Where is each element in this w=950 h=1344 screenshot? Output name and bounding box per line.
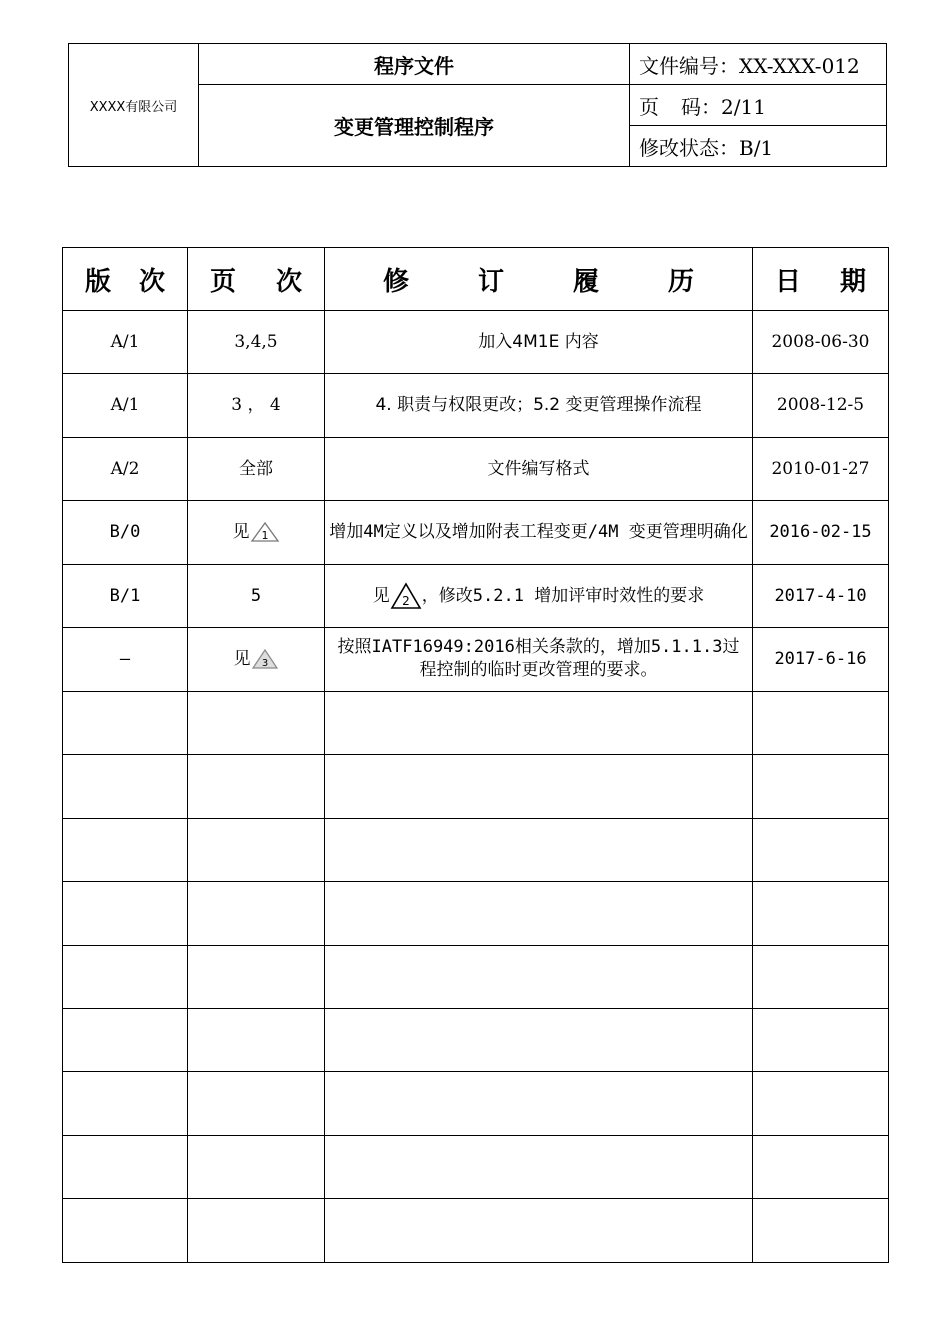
empty-row bbox=[63, 1072, 889, 1135]
cell-pages: 全部 bbox=[188, 437, 325, 500]
empty-row bbox=[63, 755, 889, 818]
cell-version: A/2 bbox=[63, 437, 188, 500]
cell-date: 2008-12-5 bbox=[753, 374, 889, 437]
page-label-a: 页 bbox=[639, 94, 659, 119]
cell-pages: 5 bbox=[188, 564, 325, 627]
doc-type: 程序文件 bbox=[199, 44, 630, 85]
pages-prefix: 见 bbox=[233, 648, 251, 669]
cell-history: 按照IATF16949:2016相关条款的，增加5.1.1.3过程控制的临时更改管理的要求。 bbox=[325, 628, 753, 691]
cell-date: 2008-06-30 bbox=[753, 311, 889, 374]
table-row bbox=[63, 437, 889, 500]
revision-mark-triangle-icon bbox=[250, 521, 280, 543]
cell-version: — bbox=[63, 628, 188, 691]
cell-pages: 3,4,5 bbox=[188, 311, 325, 374]
table-row bbox=[63, 564, 889, 627]
cell-version: A/1 bbox=[63, 311, 188, 374]
doc-number-label: 文件编号： bbox=[639, 53, 739, 78]
page-number bbox=[630, 85, 887, 126]
page-label-b: 码： bbox=[681, 94, 721, 119]
revision-mark-triangle-icon bbox=[390, 582, 422, 610]
doc-title: 变更管理控制程序 bbox=[199, 85, 630, 167]
cell-history: 4. 职责与权限更改；5.2 变更管理操作流程 bbox=[325, 374, 753, 437]
status-label: 修改状态： bbox=[639, 135, 739, 160]
cell-pages bbox=[188, 628, 325, 691]
cell-history: 加入4M1E 内容 bbox=[325, 311, 753, 374]
cell-history bbox=[325, 564, 753, 627]
table-row bbox=[63, 374, 889, 437]
svg-text:1: 1 bbox=[261, 529, 268, 543]
cell-pages: 3 ， 4 bbox=[188, 374, 325, 437]
pages-prefix: 见 bbox=[232, 522, 250, 543]
history-suffix: ，修改5.2.1 增加评审时效性的要求 bbox=[421, 586, 705, 607]
header-pages: 页 次 bbox=[188, 248, 325, 311]
cell-version: B/0 bbox=[63, 501, 188, 564]
table-row bbox=[63, 628, 889, 691]
table-row bbox=[63, 501, 889, 564]
empty-row bbox=[63, 691, 889, 754]
header-version: 版 次 bbox=[63, 248, 188, 311]
cell-date: 2010-01-27 bbox=[753, 437, 889, 500]
empty-row bbox=[63, 818, 889, 881]
doc-number-value: XX-XXX-012 bbox=[739, 53, 860, 78]
table-header-row bbox=[63, 248, 889, 311]
history-prefix: 见 bbox=[372, 586, 390, 607]
cell-date: 2017-4-10 bbox=[753, 564, 889, 627]
svg-text:2: 2 bbox=[401, 594, 410, 609]
cell-history: 文件编写格式 bbox=[325, 437, 753, 500]
cell-version: A/1 bbox=[63, 374, 188, 437]
cell-version: B/1 bbox=[63, 564, 188, 627]
empty-row bbox=[63, 1008, 889, 1071]
revision-status bbox=[630, 126, 887, 167]
cell-date: 2016-02-15 bbox=[753, 501, 889, 564]
doc-number bbox=[630, 44, 887, 85]
status-value: B/1 bbox=[739, 135, 774, 160]
company-name: XXXX有限公司 bbox=[69, 44, 199, 167]
empty-row bbox=[63, 1199, 889, 1263]
cell-history: 增加4M定义以及增加附表工程变更/4M 变更管理明确化 bbox=[325, 501, 753, 564]
empty-row bbox=[63, 1135, 889, 1198]
cell-pages bbox=[188, 501, 325, 564]
document-header bbox=[68, 43, 887, 167]
header-history: 修 订 履 历 bbox=[325, 248, 753, 311]
revision-history-table bbox=[62, 247, 889, 1263]
header-date: 日 期 bbox=[753, 248, 889, 311]
svg-text:3: 3 bbox=[261, 657, 268, 669]
table-row bbox=[63, 311, 889, 374]
cell-date: 2017-6-16 bbox=[753, 628, 889, 691]
empty-row bbox=[63, 882, 889, 945]
empty-row bbox=[63, 945, 889, 1008]
revision-mark-triangle-icon bbox=[251, 648, 279, 670]
page-number-value: 2/11 bbox=[721, 94, 766, 119]
